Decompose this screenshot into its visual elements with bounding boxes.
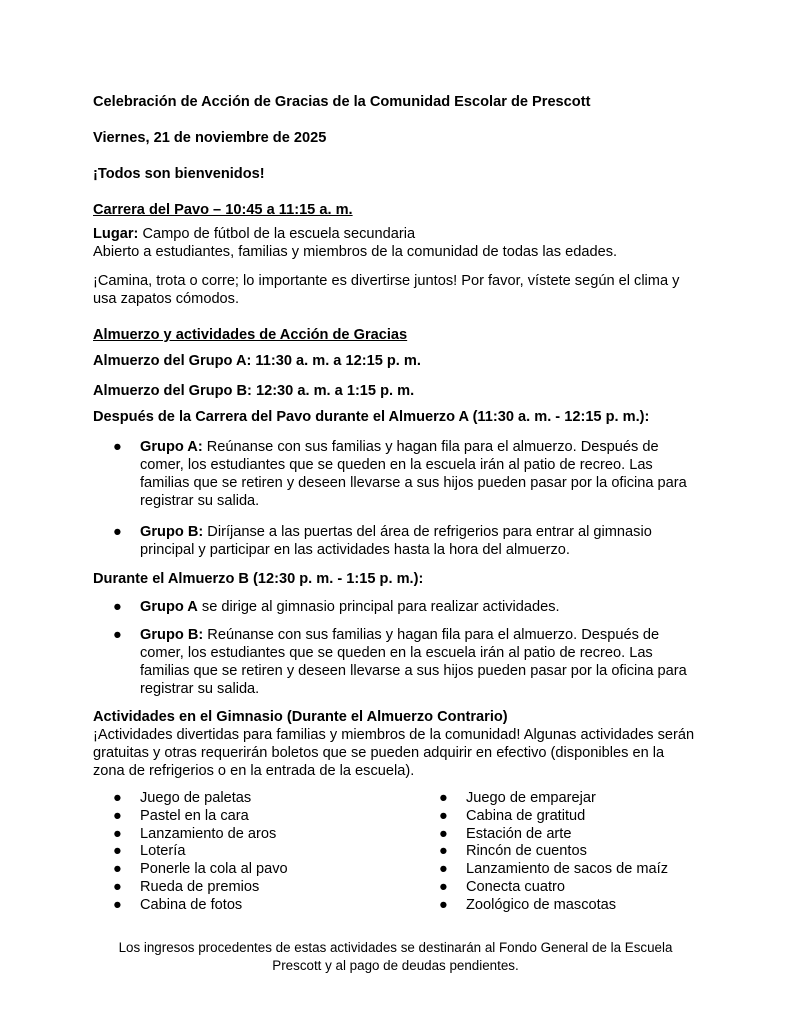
group-label: Grupo A:: [140, 439, 203, 455]
bullet-icon: ●: [439, 861, 448, 878]
turkey-trot-note: ¡Camina, trota o corre; lo importante es divertirse juntos! Por favor, vístete según el clima y usa zapatos cómodos.: [93, 273, 680, 307]
group-instruction: Reúnanse con sus familias y hagan fila para el almuerzo. Después de comer, los estudiantes que se queden en la escuela irán al patio de recreo. Las familias que se retiren y deseen llevarse a sus hijos pueden pasar por la oficina para registrar su salida.: [140, 439, 687, 509]
activity-name: Lanzamiento de aros: [140, 825, 277, 842]
activity-name: Cabina de fotos: [140, 896, 243, 913]
activity-name: Ponerle la cola al pavo: [140, 861, 288, 878]
activities-list-left: [113, 790, 288, 915]
list-item: [439, 843, 668, 861]
list-item: [439, 808, 668, 826]
location-value: Campo de fútbol de la escuela secundaria: [142, 226, 416, 242]
welcome-text: ¡Todos son bienvenidos!: [93, 166, 265, 182]
list-item: [439, 897, 668, 915]
bullet-icon: ●: [113, 524, 122, 540]
group-label: Grupo A: [140, 599, 198, 615]
open-to-text: Abierto a estudiantes, familias y miembros de la comunidad de todas las edades.: [93, 244, 618, 260]
list-item: [113, 626, 699, 698]
group-a-lunch-time: Almuerzo del Grupo A: 11:30 a. m. a 12:15 p. m.: [93, 353, 421, 369]
list-item: [113, 861, 288, 879]
list-item: [113, 790, 288, 808]
group-instruction: Diríjanse a las puertas del área de refrigerios para entrar al gimnasio principal y participar en las actividades hasta la hora del almuerzo.: [140, 524, 652, 558]
bullet-icon: ●: [113, 627, 122, 643]
turkey-trot-heading: Carrera del Pavo – 10:45 a 11:15 a. m.: [93, 202, 353, 218]
bullet-icon: ●: [113, 599, 122, 615]
bullet-icon: ●: [439, 825, 448, 842]
bullet-icon: ●: [439, 790, 448, 806]
list-item: [113, 598, 699, 616]
activity-name: Cabina de gratitud: [466, 807, 586, 824]
activity-name: Lotería: [140, 843, 186, 860]
during-lunch-b-heading: Durante el Almuerzo B (12:30 p. m. - 1:15 p. m.):: [93, 571, 424, 587]
bullet-icon: ●: [113, 439, 122, 455]
list-item: [113, 826, 288, 844]
activity-name: Pastel en la cara: [140, 807, 249, 824]
activity-name: Conecta cuatro: [466, 878, 565, 895]
list-item: [113, 438, 699, 510]
group-instruction: se dirige al gimnasio principal para realizar actividades.: [201, 599, 560, 615]
bullet-icon: ●: [113, 861, 122, 878]
list-item: [439, 790, 668, 808]
activity-name: Zoológico de mascotas: [466, 896, 617, 913]
bullet-icon: ●: [439, 896, 448, 913]
bullet-icon: ●: [113, 843, 122, 860]
list-item: [113, 879, 288, 897]
group-b-lunch-time: Almuerzo del Grupo B: 12:30 a. m. a 1:15 p. m.: [93, 383, 415, 399]
during-lunch-a-heading: Después de la Carrera del Pavo durante el Almuerzo A (11:30 a. m. - 12:15 p. m.):: [93, 409, 650, 425]
gym-heading: Actividades en el Gimnasio (Durante el Almuerzo Contrario): [93, 709, 508, 725]
page-title: Celebración de Acción de Gracias de la Comunidad Escolar de Prescott: [93, 94, 591, 110]
activity-name: Juego de paletas: [140, 790, 252, 806]
location-label: Lugar:: [93, 226, 139, 242]
list-item: [439, 826, 668, 844]
footer-note: Los ingresos procedentes de estas actividades se destinarán al Fondo General de la Escuela Prescott y al pago de deudas pendientes.: [118, 940, 673, 973]
activity-name: Rueda de premios: [140, 878, 260, 895]
event-date: Viernes, 21 de noviembre de 2025: [93, 130, 327, 146]
activity-name: Estación de arte: [466, 825, 572, 842]
location-line: [93, 225, 415, 243]
group-instruction: Reúnanse con sus familias y hagan fila para el almuerzo. Después de comer, los estudiantes que se queden en la escuela irán al patio de recreo. Las familias que se retiren y deseen llevarse a sus hijos pueden pasar por la oficina para registrar su salida.: [140, 627, 687, 697]
group-label: Grupo B:: [140, 524, 204, 540]
group-label: Grupo B:: [140, 627, 204, 643]
activities-list-right: [439, 790, 668, 915]
bullet-icon: ●: [113, 825, 122, 842]
gym-intro: ¡Actividades divertidas para familias y miembros de la comunidad! Algunas actividades serán gratuitas y otras requerirán boletos que se pueden adquirir en efectivo (disponibles en la zona de refrigerios o en la entrada de la escuela).: [93, 727, 695, 779]
list-item: [113, 808, 288, 826]
list-item: [439, 861, 668, 879]
activity-name: Rincón de cuentos: [466, 843, 587, 860]
bullet-icon: ●: [113, 790, 122, 806]
bullet-icon: ●: [439, 878, 448, 895]
activity-name: Lanzamiento de sacos de maíz: [466, 861, 668, 878]
list-item: [113, 523, 699, 559]
list-item: [113, 897, 288, 915]
bullet-icon: ●: [113, 896, 122, 913]
bullet-icon: ●: [439, 843, 448, 860]
list-item: [113, 843, 288, 861]
bullet-icon: ●: [439, 807, 448, 824]
lunch-heading: Almuerzo y actividades de Acción de Gracias: [93, 327, 408, 343]
bullet-icon: ●: [113, 807, 122, 824]
activity-name: Juego de emparejar: [466, 790, 596, 806]
list-item: [439, 879, 668, 897]
bullet-icon: ●: [113, 878, 122, 895]
